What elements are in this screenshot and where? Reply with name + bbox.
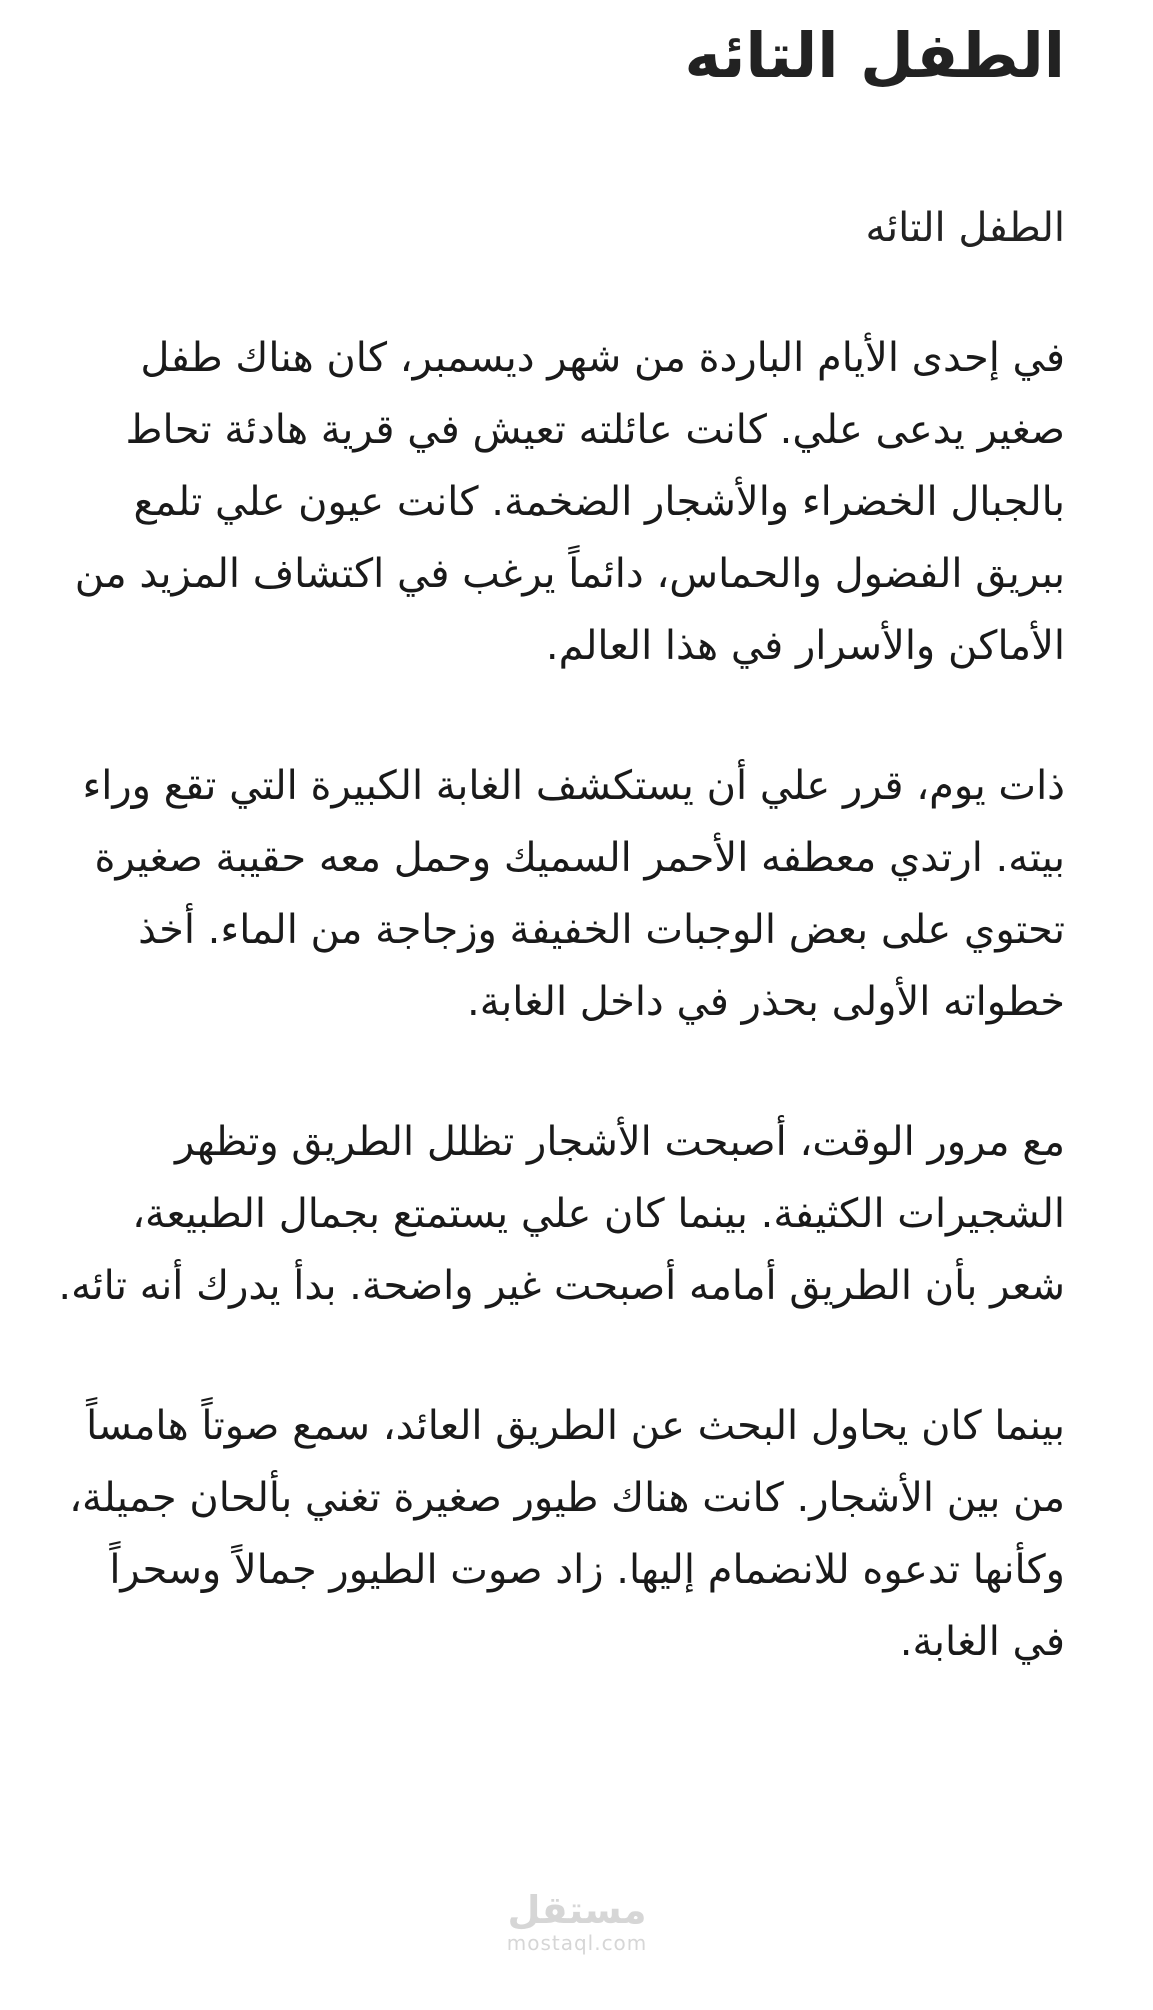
- watermark-latin-text: mostaql.com: [506, 1931, 648, 1955]
- story-article: [55, 0, 1065, 1678]
- watermark-arabic-text: مستقل: [507, 1888, 647, 1932]
- story-paragraph-2: ذات يوم، قرر علي أن يستكشف الغابة الكبيرة التي تقع وراء بيته. ارتدي معطفه الأحمر السميك وحمل معه حقيبة صغيرة تحتوي على بعض الوجبات الخفيفة وزجاجة من الماء. أخذ خطواته الأولى بحذر في داخل الغابة.: [82, 763, 1065, 1025]
- story-paragraph-3: مع مرور الوقت، أصبحت الأشجار تظلل الطريق وتظهر الشجيرات الكثيفة. بينما كان علي يستمتع بجمال الطبيعة، شعر بأن الطريق أمامه أصبحت غير واضحة. بدأ يدرك أنه تائه.: [58, 1119, 1065, 1309]
- story-subtitle: الطفل التائه: [865, 205, 1065, 251]
- story-paragraph-4: بينما كان يحاول البحث عن الطريق العائد، سمع صوتاً هامساً من بين الأشجار. كانت هناك طيور صغيرة تغني بألحان جميلة، وكأنها تدعوه للانضمام إليها. زاد صوت الطيور جمالاً وسحراً في الغابة.: [69, 1403, 1065, 1665]
- page-title: الطفل التائه: [684, 19, 1065, 92]
- story-paragraph-1: في إحدى الأيام الباردة من شهر ديسمبر، كان هناك طفل صغير يدعى علي. كانت عائلته تعيش في قرية هادئة تحاط بالجبال الخضراء والأشجار الضخمة. كانت عيون علي تلمع ببريق الفضول والحماس، دائماً يرغب في اكتشاف المزيد من الأماكن والأسرار في هذا العالم.: [74, 335, 1065, 669]
- mostaql-watermark: [497, 1888, 657, 1954]
